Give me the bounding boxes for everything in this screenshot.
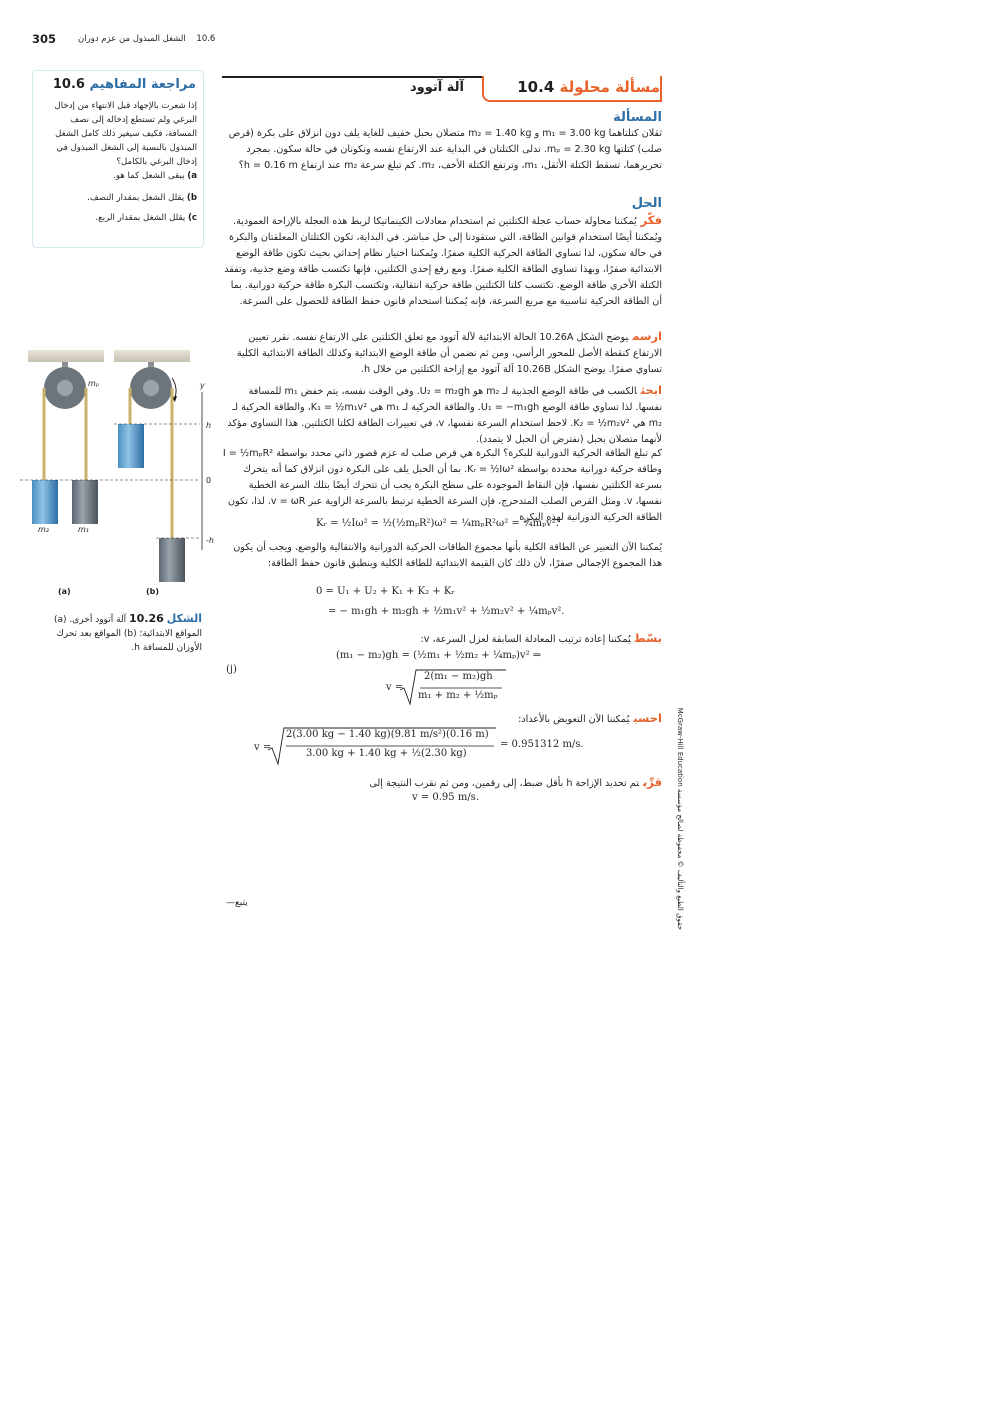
page-number: 305 [32, 32, 57, 46]
concept-review-title: مراجعة المفاهيم 10.6 [52, 77, 196, 92]
concept-review-box [32, 70, 204, 248]
solution-heading: الحل [631, 196, 662, 211]
equation-calc-numerator: 2(3.00 kg − 1.40 kg)(9.81 m/s²)(0.16 m) [286, 729, 489, 740]
research-paragraph-2: كم تبلغ الطاقة الحركية الدورانية للبكرة؟ البكرة هي قرص صلب له عزم قصور ذاتي محدد بواسطة I = ½mₚR² وطاقة حركية دورانية محددة بواسطة Kᵣ = ½Iω². بما أن الحبل يلف على البكرة دون انزلاق كما أنه يتحرك بسرعة الكتلتين نفسها، فإن النقاط الموجودة على سطح البكرة يجب أن تتحرك أيضًا بتلك السرعة الخطية نفسها، v. ومثل القرص الصلب المتدحرج، فإن السرعة الخطية ترتبط بالسرعة الزاوية عبر v = ωR. لذا، تكون الطاقة الحركية الدورانية لهذه البكرة [222, 448, 662, 523]
research-paragraph-3: يُمكننا الآن التعبير عن الطاقة الكلية بأنها مجموع الطاقات الحركية الدورانية والانتقالية والوضع. ويجب أن يكون هذا المجموع الإجمالي صفرًا، لأن ذلك كان القيمة الابتدائية للطاقة الكلية وينطبق قانون حفظ الطاقة: [233, 542, 662, 569]
running-head [78, 34, 215, 44]
figure-caption: الشكل 10.26 آلة آتوود أخرى. (a) المواقع الابتدائية؛ (b) المواقع بعد تحرك الأوزان للمسافة h. [54, 612, 202, 653]
equation-mark: (j) [226, 664, 237, 675]
equation-energy-sum-2: = − m₁gh + m₂gh + ½m₁v² + ½m₂v² + ¼mₚv². [328, 606, 565, 617]
equation-rotational-energy: Kᵣ = ½Iω² = ½(½mₚR²)ω² = ¼mₚR²ω² = ¼mₚv². [316, 518, 559, 529]
concept-review-question: إذا شعرت بالإجهاد قبل الانتهاء من إدخال البرغي ولم تستطع إدخاله إلى نصف المسافة، فكيف سيغير ذلك كامل الشغل المبذول بالنسبة إلى الشغل المبذول في إدخال البرغي بالكامل؟ [54, 101, 197, 167]
figure-label-a: (a) [58, 587, 71, 596]
equation-v-denominator: m₁ + m₂ + ½mₚ [418, 690, 498, 701]
equation-calc-denominator: 3.00 kg + 1.40 kg + ½(2.30 kg) [306, 748, 467, 759]
section-title: الشغل المبذول من عزم دوران [78, 34, 186, 44]
axis-y-label: y [200, 381, 205, 390]
solved-problem-title: مسألة محلولة 10.4 [517, 78, 660, 96]
mass-m2-a [32, 480, 58, 524]
ceiling-b [114, 350, 190, 362]
equation-calc-result: = 0.951312 m/s. [500, 739, 584, 750]
round-paragraph: قرِّبتم تحديد الإزاحة h بأقل ضبط، إلى رقمين، ومن ثم نقرب النتيجة إلى [369, 775, 662, 789]
copyright-side-note: حقوق الطبع والتأليف © محفوظة لصالح مؤسسة McGraw-Hill Education [676, 707, 684, 930]
mass-m2-b [118, 424, 144, 468]
simplify-paragraph: بسّطيُمكننا إعادة ترتيب المعادلة السابقة لعزل السرعة، v: [420, 631, 662, 645]
figure-label-b: (b) [146, 587, 160, 596]
equation-v-label: v = [386, 682, 404, 693]
equation-simplify: (m₁ − m₂)gh = (½m₁ + ½m₂ + ¼mₚ)v² ⇒ [336, 650, 542, 661]
concept-review-option-a: a) يبقى الشغل كما هو. [113, 171, 197, 181]
section-number: 10.6 [196, 34, 216, 44]
label-m1: m₁ [78, 525, 89, 534]
mass-m1-b [159, 538, 185, 582]
problem-text: ثقلان كتلتاهما m₁ = 3.00 kg و m₂ = 1.40 kg متصلان بحبل خفيف للغاية يلف دون انزلاق على بكرة (قرص صلب) كتلتها mₚ = 2.30 kg. تدلى الكتلتان في البداية عند الارتفاع نفسه وتكونان في حالة سكون. بمجرد تحريرهما، تسقط الكتلة الأثقل، m₁، وترتفع الكتلة الأخف، m₂. كم تبلغ سرعة m₂ عند ارتفاع h = 0.16 m؟ [228, 128, 662, 171]
axis-zero-label: 0 [206, 476, 212, 485]
equation-calc-v-label: v = [254, 742, 272, 753]
think-paragraph: فكّريُمكننا محاولة حساب عجلة الكتلتين ثم استخدام معادلات الكينماتيكا لربط هذه العجلة بالإزاحة العمودية. ويُمكننا أيضًا استخدام قوانين الطاقة، التي ستقودنا إلى حل مباشر. في البداية، تكون الكتلتان المعلقتان والبكرة في حالة سكون، لذا تساوي الطاقة الحركية الكلية صفرًا. ويُمكننا اختيار نظام إحداثي بحيث تكون طاقة الوضع الابتدائية صفرًا، وبهذا تساوي الطاقة الكلية صفرًا. ومع رفع إحدى الكتلتين، فإنها تكتسب طاقة وضع جذبية، وتفقد الكتلة الأخرى طاقة الوضع. تكتسب كلتا الكتلتين طاقة حركية انتقالية، وتكتسب البكرة طاقة حركية دورانية. بما أن الطاقة الحركية تناسبية مع مربع السرعة، فإنه يُمكننا استخدام قانون حفظ الطاقة للحصول على السرعة. [224, 213, 662, 307]
equation-v-numerator: 2(m₁ − m₂)gh [424, 671, 493, 682]
concept-review-option-b: b) يقلل الشغل بمقدار النصف. [87, 193, 197, 203]
mass-m1-a [72, 480, 98, 524]
problem-heading: المسألة [613, 110, 662, 125]
continued-marker: يتبع— [226, 898, 248, 908]
atwood-figure [20, 340, 220, 600]
sketch-paragraph: ارسميوضح الشكل 10.26A الحالة الابتدائية لآلة آتوود مع تعلق الكتلتين على الارتفاع نفسه. نقرر تعيين الارتفاع كنقطة الأصل للمحور الرأسي، ومن ثم نضمن أن طاقة الوضع الابتدائية وكذلك الطاقة الابتدائية الكلية تساوي صفرًا. يوضح الشكل 10.26B آلة آتوود مع إزاحة الكتلتين من خلال h. [236, 329, 662, 375]
label-m2: m₂ [38, 525, 49, 534]
axis-neg-h-label: -h [206, 536, 214, 545]
equation-energy-sum-1: 0 = U₁ + U₂ + K₁ + K₂ + Kᵣ [316, 586, 455, 597]
solved-problem-subtitle: آلة آتوود [410, 80, 464, 95]
research-paragraph-1: ابحثالكسب في طاقة الوضع الجذبية لـ m₂ هو U₂ = m₂gh. وفي الوقت نفسه، يتم خفض m₁ للمسافة نفسها. لذا تساوي طاقة الوضع U₁ = −m₁gh. والطاقة الحركية لـ m₁ هي K₁ = ½m₁v²، والطاقة الحركية لـ m₂ هي K₂ = ½m₂v². لاحظ استخدام السرعة نفسها، v، في تعبيرات الطاقة لكلتا الكتلتين. هذا التساوي مؤكد لأنهما متصلان بحبل (نفترض أن الحبل لا يتمدد). [227, 383, 662, 445]
axis-h-label: h [206, 421, 212, 430]
calculate-paragraph: احسبيُمكننا الآن التعويض بالأعداد: [518, 711, 662, 725]
concept-review-option-c: c) يقلل الشغل بمقدار الربع. [95, 213, 197, 223]
label-mp: mₚ [88, 379, 100, 388]
ceiling-a [28, 350, 104, 362]
equation-round: v = 0.95 m/s. [412, 792, 479, 803]
